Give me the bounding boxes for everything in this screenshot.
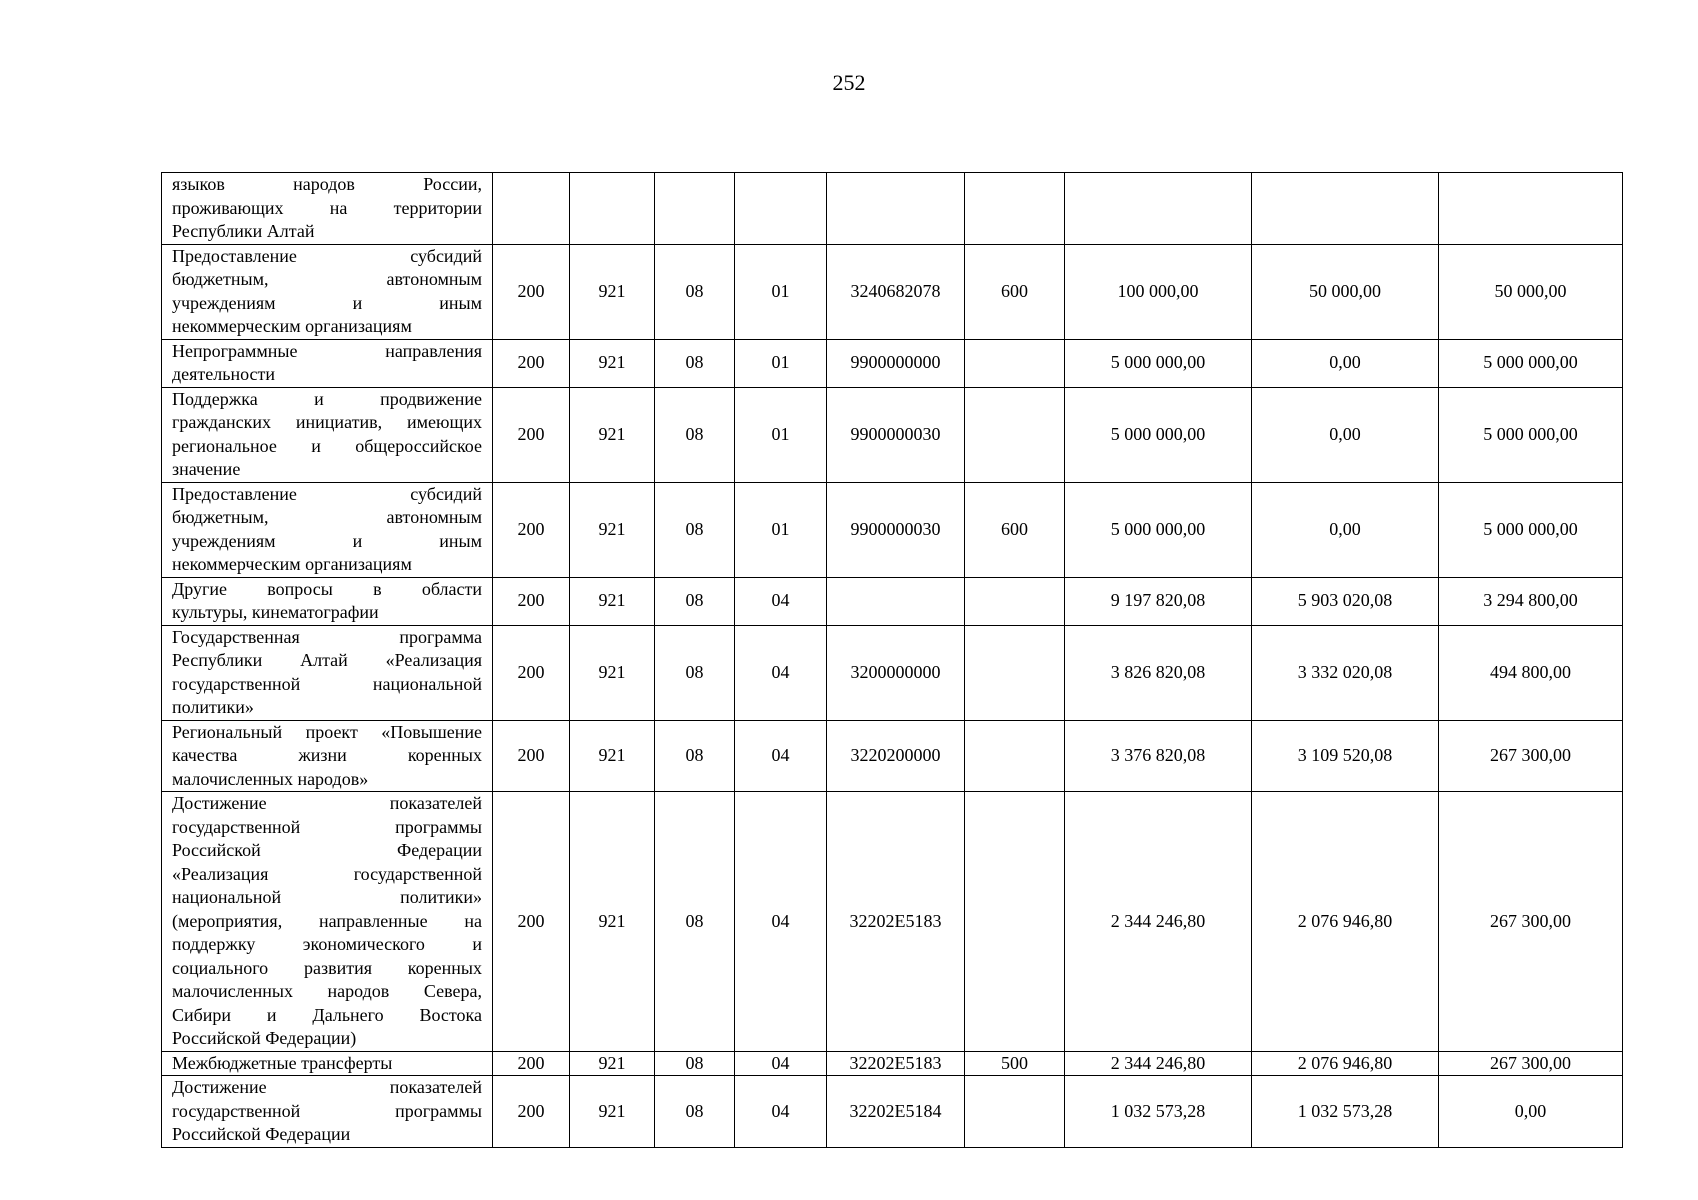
row-description <box>162 482 493 577</box>
col-target-article: 32202E5184 <box>827 1076 965 1148</box>
table-row <box>162 1076 1623 1148</box>
col-expense-type <box>965 387 1065 482</box>
description-line: политики» <box>172 697 254 717</box>
col-amount-regional: 267 300,00 <box>1439 720 1623 792</box>
col-ministry-code: 921 <box>570 577 655 625</box>
col-section: 08 <box>655 244 735 339</box>
col-amount-total: 5 000 000,00 <box>1065 339 1252 387</box>
col-target-article: 9900000000 <box>827 339 965 387</box>
description-line: учреждениям и иным <box>172 292 482 313</box>
col-amount-federal: 5 903 020,08 <box>1252 577 1439 625</box>
description-line: Сибири и Дальнего Востока <box>172 1004 482 1025</box>
description-line: учреждениям и иным <box>172 530 482 551</box>
col-subsection: 01 <box>735 339 827 387</box>
description-line: государственной национальной <box>172 673 482 694</box>
description-line: культуры, кинематографии <box>172 602 379 622</box>
table-row <box>162 577 1623 625</box>
col-target-article: 9900000030 <box>827 482 965 577</box>
col-ministry-code: 921 <box>570 244 655 339</box>
col-subsection: 04 <box>735 720 827 792</box>
col-target-article: 9900000030 <box>827 387 965 482</box>
col-ministry-code: 921 <box>570 1076 655 1148</box>
col-amount-regional: 267 300,00 <box>1439 792 1623 1052</box>
col-subsection: 04 <box>735 1051 827 1076</box>
col-ministry-code: 921 <box>570 339 655 387</box>
row-description <box>162 173 493 245</box>
col-ministry-code: 921 <box>570 1051 655 1076</box>
col-target-article <box>827 577 965 625</box>
description-line: Российской Федерации <box>172 1124 351 1144</box>
col-section: 08 <box>655 577 735 625</box>
description-line: гражданских инициатив, имеющих <box>172 412 482 432</box>
col-code-1: 200 <box>493 482 570 577</box>
col-section: 08 <box>655 792 735 1052</box>
row-description <box>162 387 493 482</box>
col-amount-total: 9 197 820,08 <box>1065 577 1252 625</box>
col-code-1: 200 <box>493 577 570 625</box>
col-code-1 <box>493 173 570 245</box>
col-subsection: 04 <box>735 1076 827 1148</box>
col-amount-federal: 1 032 573,28 <box>1252 1076 1439 1148</box>
description-line: бюджетным, автономным <box>172 507 482 527</box>
description-line: качества жизни коренных <box>172 745 482 765</box>
description-line: национальной политики» <box>172 887 482 907</box>
col-amount-regional: 3 294 800,00 <box>1439 577 1623 625</box>
description-line: Республики Алтай <box>172 221 315 241</box>
col-subsection: 04 <box>735 577 827 625</box>
description-line: Предоставление субсидий <box>172 483 482 504</box>
col-amount-total: 2 344 246,80 <box>1065 1051 1252 1076</box>
table-row <box>162 1051 1623 1076</box>
description-line: языков народов России, <box>172 174 482 194</box>
col-amount-total: 3 376 820,08 <box>1065 720 1252 792</box>
col-amount-total: 2 344 246,80 <box>1065 792 1252 1052</box>
row-description <box>162 625 493 720</box>
description-line: Российской Федерации) <box>172 1028 357 1048</box>
col-ministry-code: 921 <box>570 387 655 482</box>
description-line: Региональный проект «Повышение <box>172 721 482 742</box>
description-line: государственной программы <box>172 1100 482 1121</box>
description-line: Российской Федерации <box>172 840 482 860</box>
col-expense-type <box>965 173 1065 245</box>
col-ministry-code <box>570 173 655 245</box>
col-expense-type <box>965 577 1065 625</box>
row-description <box>162 1051 493 1076</box>
col-expense-type <box>965 1076 1065 1148</box>
description-line: социального развития коренных <box>172 957 482 978</box>
row-description <box>162 577 493 625</box>
col-code-1: 200 <box>493 339 570 387</box>
col-amount-regional: 267 300,00 <box>1439 1051 1623 1076</box>
col-amount-federal: 0,00 <box>1252 339 1439 387</box>
col-code-1: 200 <box>493 1051 570 1076</box>
description-line: Республики Алтай «Реализация <box>172 650 482 670</box>
description-line: малочисленных народов Севера, <box>172 981 482 1001</box>
col-amount-regional <box>1439 173 1623 245</box>
description-line: Поддержка и продвижение <box>172 388 482 409</box>
col-target-article: 3240682078 <box>827 244 965 339</box>
description-line: Достижение показателей <box>172 1077 482 1097</box>
col-amount-regional: 494 800,00 <box>1439 625 1623 720</box>
col-amount-total <box>1065 173 1252 245</box>
table-row <box>162 792 1623 1052</box>
table-row <box>162 720 1623 792</box>
col-subsection: 04 <box>735 625 827 720</box>
col-expense-type <box>965 792 1065 1052</box>
col-ministry-code: 921 <box>570 482 655 577</box>
col-subsection: 01 <box>735 387 827 482</box>
col-section: 08 <box>655 1051 735 1076</box>
col-code-1: 200 <box>493 720 570 792</box>
page-number: 252 <box>832 70 866 95</box>
description-line: значение <box>172 459 241 479</box>
col-subsection: 01 <box>735 244 827 339</box>
col-target-article: 3220200000 <box>827 720 965 792</box>
col-ministry-code: 921 <box>570 625 655 720</box>
description-line: проживающих на территории <box>172 197 482 218</box>
col-amount-total: 5 000 000,00 <box>1065 482 1252 577</box>
col-target-article: 32202E5183 <box>827 1051 965 1076</box>
description-line: Предоставление субсидий <box>172 245 482 266</box>
col-expense-type <box>965 625 1065 720</box>
row-description <box>162 792 493 1052</box>
col-amount-total: 3 826 820,08 <box>1065 625 1252 720</box>
table-row <box>162 387 1623 482</box>
col-amount-regional: 5 000 000,00 <box>1439 482 1623 577</box>
description-line: региональное и общероссийское <box>172 435 482 456</box>
description-line: «Реализация государственной <box>172 863 482 884</box>
col-target-article: 32202E5183 <box>827 792 965 1052</box>
col-amount-regional: 5 000 000,00 <box>1439 387 1623 482</box>
description-line: государственной программы <box>172 816 482 837</box>
col-subsection: 01 <box>735 482 827 577</box>
col-section: 08 <box>655 387 735 482</box>
row-description <box>162 244 493 339</box>
col-expense-type <box>965 720 1065 792</box>
table-row <box>162 173 1623 245</box>
col-amount-regional: 0,00 <box>1439 1076 1623 1148</box>
description-line: Непрограммные направления <box>172 340 482 361</box>
col-subsection <box>735 173 827 245</box>
col-section: 08 <box>655 720 735 792</box>
col-section <box>655 173 735 245</box>
description-line: бюджетным, автономным <box>172 269 482 289</box>
col-section: 08 <box>655 482 735 577</box>
table-row <box>162 244 1623 339</box>
description-line: поддержку экономического и <box>172 934 482 954</box>
description-line: Межбюджетные трансферты <box>172 1052 393 1073</box>
col-code-1: 200 <box>493 387 570 482</box>
row-description <box>162 1076 493 1148</box>
col-code-1: 200 <box>493 244 570 339</box>
col-expense-type: 500 <box>965 1051 1065 1076</box>
col-code-1: 200 <box>493 792 570 1052</box>
description-line: некоммерческим организациям <box>172 316 412 336</box>
col-amount-federal: 3 332 020,08 <box>1252 625 1439 720</box>
description-line: малочисленных народов» <box>172 768 369 789</box>
col-section: 08 <box>655 339 735 387</box>
col-amount-total: 100 000,00 <box>1065 244 1252 339</box>
description-line: Государственная программа <box>172 626 482 647</box>
col-section: 08 <box>655 625 735 720</box>
col-target-article: 3200000000 <box>827 625 965 720</box>
col-expense-type: 600 <box>965 244 1065 339</box>
col-amount-federal: 2 076 946,80 <box>1252 1051 1439 1076</box>
col-target-article <box>827 173 965 245</box>
col-subsection: 04 <box>735 792 827 1052</box>
row-description <box>162 720 493 792</box>
col-amount-federal: 2 076 946,80 <box>1252 792 1439 1052</box>
col-code-1: 200 <box>493 1076 570 1148</box>
description-line: Другие вопросы в области <box>172 578 482 599</box>
table-row <box>162 482 1623 577</box>
description-line: Достижение показателей <box>172 793 482 813</box>
table-row <box>162 625 1623 720</box>
budget-table <box>161 172 1623 1148</box>
col-amount-total: 1 032 573,28 <box>1065 1076 1252 1148</box>
col-expense-type <box>965 339 1065 387</box>
col-amount-federal: 3 109 520,08 <box>1252 720 1439 792</box>
col-expense-type: 600 <box>965 482 1065 577</box>
col-amount-federal: 50 000,00 <box>1252 244 1439 339</box>
col-code-1: 200 <box>493 625 570 720</box>
table-body <box>162 173 1623 1148</box>
col-amount-regional: 5 000 000,00 <box>1439 339 1623 387</box>
row-description <box>162 339 493 387</box>
col-section: 08 <box>655 1076 735 1148</box>
description-line: некоммерческим организациям <box>172 554 412 574</box>
col-amount-federal <box>1252 173 1439 245</box>
col-amount-federal: 0,00 <box>1252 482 1439 577</box>
col-amount-federal: 0,00 <box>1252 387 1439 482</box>
description-line: (мероприятия, направленные на <box>172 910 482 931</box>
col-ministry-code: 921 <box>570 792 655 1052</box>
col-amount-regional: 50 000,00 <box>1439 244 1623 339</box>
col-amount-total: 5 000 000,00 <box>1065 387 1252 482</box>
description-line: деятельности <box>172 364 276 384</box>
table-row <box>162 339 1623 387</box>
col-ministry-code: 921 <box>570 720 655 792</box>
